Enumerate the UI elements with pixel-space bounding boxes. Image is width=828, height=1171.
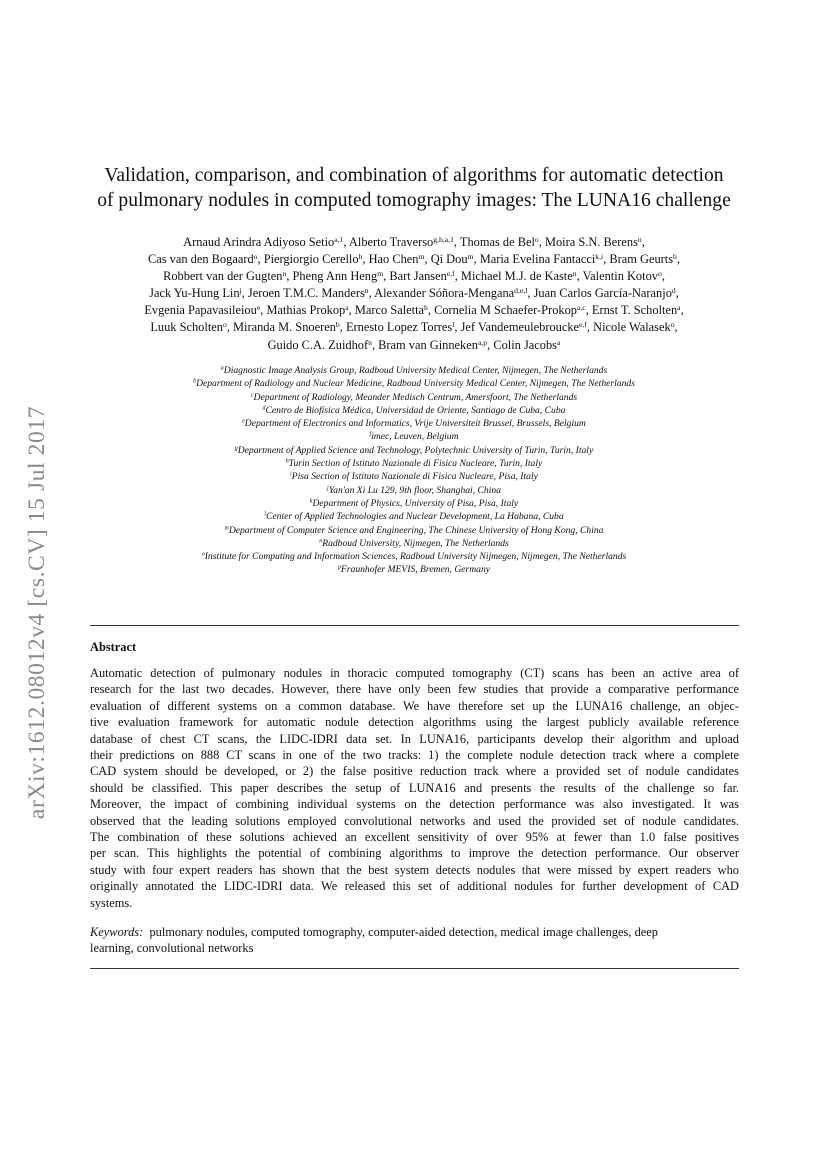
author <box>545 235 642 249</box>
abstract-line: The combination of these solutions achieved an excellent sensitivity of over 95% at fewer than 1.0 false positives <box>90 830 739 845</box>
author-name: Bram Geurts <box>609 252 674 267</box>
author <box>293 269 384 283</box>
author-line: Guido C.A. Zuidhof$^n$, Bram van Ginneken$^{a,p}$, Colin Jacobs$^a$ <box>267 337 561 352</box>
author-name: Valentin Kotov <box>582 269 658 284</box>
author-name: Ernesto Lopez Torres <box>345 320 453 335</box>
affiliation-text: Fraunhofer MEVIS, Bremen, Germany <box>340 564 491 576</box>
affiliation <box>70 524 758 537</box>
author <box>163 269 286 283</box>
author-name: Jef Vandemeulebroucke <box>460 320 580 335</box>
author-affiliation-marker: o <box>657 268 662 278</box>
affiliation-key: g <box>234 445 238 452</box>
affiliation <box>70 563 758 576</box>
affiliation <box>70 444 758 457</box>
affiliation <box>70 391 758 404</box>
author-line: Luuk Scholten$^o$, Miranda M. Snoeren$^b$, Ernesto Lopez Torres$^l$, Jef Vandemeulebroucke$^{e,f}$, Nicole Walasek$^o$, <box>150 320 678 335</box>
author <box>378 338 487 352</box>
affiliation-key: d <box>262 405 266 412</box>
affiliation-key: k <box>309 498 313 505</box>
author <box>431 252 474 266</box>
affiliation <box>70 404 758 417</box>
author-line: Cas van den Bogaard$^o$, Piergiorgio Cerello$^h$, Hao Chen$^m$, Qi Dou$^m$, Maria Evelina Fantacci$^{k,i}$, Bram Geurts$^b$, <box>148 251 680 267</box>
author <box>461 320 587 334</box>
author <box>460 235 539 249</box>
author-affiliation-marker: n <box>364 286 369 296</box>
author <box>461 269 577 283</box>
author-affiliation-marker: o <box>670 320 675 330</box>
abstract-line: tive evaluation framework for automatic nodule detection algorithms using the largest publicly available reference <box>90 715 739 730</box>
author-affiliation-marker: e,f <box>446 268 455 278</box>
keywords-line <box>90 924 739 940</box>
affiliation-key: n <box>319 538 323 545</box>
author <box>149 286 242 300</box>
author-name: Bart Jansen <box>389 269 447 284</box>
affiliation-key: i <box>290 472 292 479</box>
author-affiliation-marker: a <box>345 303 349 313</box>
author-affiliation-marker: o <box>222 320 227 330</box>
abstract-line: Moreover, the impact of combining individual systems on the detection performance was also investigated. It was <box>90 797 739 812</box>
affiliation-text: Department of Radiology and Nuclear Medicine, Radboud University Medical Center, Nijmegen, The Netherlands <box>196 378 635 390</box>
author <box>389 269 454 283</box>
affiliation-text: Department of Electronics and Informatics, Vrije Universiteit Brussel, Brussels, Belgium <box>244 418 586 430</box>
author-affiliation-marker: m <box>467 251 474 261</box>
affiliation <box>70 537 758 550</box>
abstract-line: per scan. This highlights the potential of combining algorithms to improve the detection performance. Our observer <box>90 846 739 861</box>
affiliation-text: Diagnostic Image Analysis Group, Radboud University Medical Center, Nijmegen, The Netherlands <box>223 365 608 376</box>
author-affiliation-marker: a <box>556 337 561 347</box>
affiliation-text: Yan'an Xi Lu 129, 9th floor, Shanghai, China <box>328 484 501 496</box>
author-affiliation-marker: k,i <box>595 251 604 261</box>
author <box>268 338 372 352</box>
author-affiliation-marker: e,f <box>579 320 587 330</box>
affiliation-text: Centro de Biofísica Médica, Universidad de Oriente, Santiago de Cuba, Cuba <box>265 404 566 416</box>
author-name: Evgenia Papavasileiou <box>144 303 257 318</box>
abstract-line: observed that the leading solutions employed convolutional networks and used the provided set of nodule candidates. <box>90 813 739 828</box>
author <box>374 286 527 300</box>
author-line: Evgenia Papavasileiou$^e$, Mathias Prokop$^a$, Marco Saletta$^h$, Cornelia M Schaefer-Prokop$^{a,c}$, Ernst T. Scholten$^a$, <box>144 303 684 318</box>
keywords-text: pulmonary nodules, computed tomography, computer-aided detection, medical image challenges, deep <box>149 925 658 939</box>
top-divider <box>90 625 739 626</box>
author-name: Thomas de Bel <box>459 235 535 249</box>
abstract-line: originally annotated the LIDC-IDRI data. We released this set of additional nodules for further development of CAD <box>90 879 739 894</box>
affiliation-text: Radboud University, Nijmegen, The Netherlands <box>322 537 509 549</box>
affiliation-key: p <box>337 565 341 572</box>
author-name: Luuk Scholten <box>150 320 223 335</box>
author-name: Colin Jacobs <box>493 337 557 352</box>
author-name: Cornelia M Schaefer-Prokop <box>434 303 577 318</box>
author-affiliation-marker: j <box>239 286 242 296</box>
author-name: Miranda M. Snoeren <box>233 320 336 335</box>
affiliation-key: l <box>264 512 266 518</box>
author-affiliation-marker: a,1 <box>334 234 344 244</box>
author-name: Guido C.A. Zuidhof <box>267 337 369 352</box>
abstract-line: research for the last two decades. However, there have only been few studies that provide a comparative performance <box>90 682 739 697</box>
affiliation <box>70 510 758 523</box>
paper-title <box>60 163 768 213</box>
author-name: Juan Carlos García-Naranjo <box>533 286 672 301</box>
author-name: Nicole Walasek <box>593 320 671 335</box>
affiliation-text: Department of Computer Science and Engineering, The Chinese University of Hong Kong, China <box>228 524 604 536</box>
author-affiliation-marker: h <box>358 251 363 261</box>
author-affiliation-marker: e <box>256 303 261 313</box>
affiliation-text: Center of Applied Technologies and Nuclear Development, La Habana, Cuba <box>266 511 564 523</box>
affiliation <box>70 417 758 430</box>
author-list <box>70 234 758 354</box>
author-affiliation-marker: h <box>424 303 428 313</box>
abstract-line: should be classified. This paper describes the setup of LUNA16 and presents the results of the challenge so far. <box>90 780 739 795</box>
author-affiliation-marker: n <box>572 268 577 278</box>
author <box>493 338 560 352</box>
author-affiliation-marker: n <box>282 268 287 278</box>
author-affiliation-marker: g,h,a,1 <box>433 234 454 244</box>
author <box>583 269 662 283</box>
author <box>609 252 677 266</box>
author-name: Piergiorgio Cerello <box>263 252 359 267</box>
abstract-line: study with four expert readers has shown that the best system detects nodules that were missed by expert readers who <box>90 862 739 877</box>
author <box>264 252 363 266</box>
affiliation <box>70 470 758 483</box>
author-name: Jack Yu-Hung Lin <box>149 286 240 301</box>
author <box>349 235 454 249</box>
author-affiliation-marker: o <box>534 234 539 244</box>
author-line: Arnaud Arindra Adiyoso Setio$^{a,1}$, Alberto Traverso$^{g,h,a,1}$, Thomas de Bel$^o$, Moira S.N. Berens$^n$, <box>183 234 645 249</box>
abstract-line: their predictions on 888 CT scans in one of the two tracks: 1) the complete nodule detection track where a complete <box>90 748 739 763</box>
author-name: Cas van den Bogaard <box>148 252 254 267</box>
author-affiliation-marker: a <box>677 303 681 313</box>
author-affiliation-marker: b <box>673 251 677 261</box>
affiliation-key: j <box>327 485 329 492</box>
author-name: Hao Chen <box>368 252 419 267</box>
abstract-line: Automatic detection of pulmonary nodules in thoracic computed tomography (CT) scans has been an active area of <box>90 666 739 680</box>
author-affiliation-marker: a,p <box>477 337 488 347</box>
author <box>148 252 257 266</box>
author-affiliation-marker: d,e,l <box>514 286 528 296</box>
author-name: Maria Evelina Fantacci <box>479 252 596 267</box>
affiliation-text: Institute for Computing and Information Sciences, Radboud University Nijmegen, Nijmegen, The Netherlands <box>204 551 627 563</box>
affiliation <box>70 550 758 563</box>
abstract-line: CAD system should be developed, or 2) the false positive reduction track where a provided set of nodule candidates <box>90 764 739 779</box>
author-name: Pheng Ann Heng <box>292 269 378 284</box>
author <box>593 320 674 334</box>
author-affiliation-marker: m <box>377 268 384 278</box>
author-affiliation-marker: b <box>335 320 340 330</box>
affiliation-text: Department of Applied Science and Technology, Polytechnic University of Turin, Turin, Italy <box>237 444 594 456</box>
abstract-line: database of chest CT scans, the LIDC-IDRI data set. In LUNA16, participants develop their algorithm and upload <box>90 731 739 746</box>
author-name: Mathias Prokop <box>266 303 346 318</box>
author-affiliation-marker: m <box>418 251 425 261</box>
affiliation-key: a <box>220 365 224 372</box>
author-affiliation-marker: o <box>253 251 258 261</box>
author <box>233 320 340 334</box>
author-affiliation-marker: n <box>637 234 642 244</box>
affiliation-text: Pisa Section of Istituto Nazionale di Fisica Nucleare, Pisa, Italy <box>291 471 538 483</box>
affiliation-key: e <box>242 418 245 425</box>
bottom-divider <box>90 968 739 969</box>
affiliation <box>70 430 758 443</box>
paper-title-line: Validation, comparison, and combination of algorithms for automatic detection <box>104 165 724 186</box>
abstract-body <box>90 665 739 911</box>
affiliation <box>70 484 758 497</box>
author <box>434 303 586 317</box>
keywords-line: learning, convolutional networks <box>90 941 254 956</box>
author-affiliation-marker: d <box>671 286 676 296</box>
author <box>183 235 343 249</box>
affiliation-key: c <box>250 392 254 399</box>
keywords-label: Keywords: <box>90 925 144 939</box>
affiliation <box>70 457 758 470</box>
arxiv-identifier <box>24 372 52 852</box>
affiliation-text: Department of Radiology, Meander Medisch Centrum, Amersfoort, The Netherlands <box>253 391 578 403</box>
affiliation-key: h <box>285 458 289 465</box>
arxiv-identifier-text: arXiv:1612.08012v4 [cs.CV] 15 Jul 2017 <box>24 405 51 819</box>
author <box>369 252 425 266</box>
author <box>346 320 454 334</box>
affiliation-text: Department of Physics, University of Pisa, Pisa, Italy <box>312 497 519 509</box>
abstract-heading: Abstract <box>90 640 137 654</box>
paper-title-line: of pulmonary nodules in computed tomography images: The LUNA16 challenge <box>97 190 731 211</box>
author <box>355 303 428 317</box>
author-name: Alexander Sóñora-Mengana <box>374 286 515 301</box>
author-name: Qi Dou <box>430 252 468 267</box>
author-name: Robbert van der Gugten <box>163 269 283 284</box>
affiliation <box>70 497 758 510</box>
affiliation-key: b <box>193 379 197 386</box>
keywords-section <box>90 924 739 957</box>
author-name: Jeroen T.M.C. Manders <box>247 286 365 301</box>
affiliation-key: f <box>369 432 372 439</box>
author-name: Bram van Ginneken <box>378 337 478 352</box>
affiliation-key: m <box>224 525 229 532</box>
affiliation-text: imec, Leuven, Belgium <box>371 431 459 443</box>
affiliation <box>70 377 758 390</box>
author <box>592 303 681 317</box>
author-name: Ernst T. Scholten <box>591 303 678 318</box>
author-line: Robbert van der Gugten$^n$, Pheng Ann Heng$^m$, Bart Jansen$^{e,f}$, Michael M.J. de Kaste$^n$, Valentin Kotov$^o$, <box>163 268 665 284</box>
author <box>266 303 348 317</box>
abstract-line: systems. <box>90 895 133 910</box>
affiliation-text: Turin Section of Istituto Nazionale di Fisica Nucleare, Turin, Italy <box>288 458 543 470</box>
author-name: Alberto Traverso <box>348 235 434 249</box>
author <box>248 286 369 300</box>
author <box>534 286 676 300</box>
author-affiliation-marker: l <box>452 320 455 330</box>
abstract-line: evaluation of different systems on a common database. We have therefore set up the LUNA16 challenge, an objec- <box>90 698 739 713</box>
author-line: Jack Yu-Hung Lin$^j$, Jeroen T.M.C. Manders$^n$, Alexander Sóñora-Mengana$^{d,e,l}$, Juan Carlos García-Naranjo$^d$, <box>149 286 679 301</box>
affiliation <box>70 364 758 377</box>
author-affiliation-marker: n <box>368 337 372 347</box>
author-affiliation-marker: a,c <box>576 303 586 313</box>
author-name: Michael M.J. de Kaste <box>460 269 573 284</box>
author <box>150 320 226 334</box>
author-name: Moira S.N. Berens <box>544 235 638 249</box>
author <box>144 303 260 317</box>
author-name: Arnaud Arindra Adiyoso Setio <box>183 235 335 249</box>
author <box>480 252 603 266</box>
affiliation-list <box>70 364 758 577</box>
author-name: Marco Saletta <box>354 303 425 318</box>
affiliation-key: o <box>201 551 205 558</box>
